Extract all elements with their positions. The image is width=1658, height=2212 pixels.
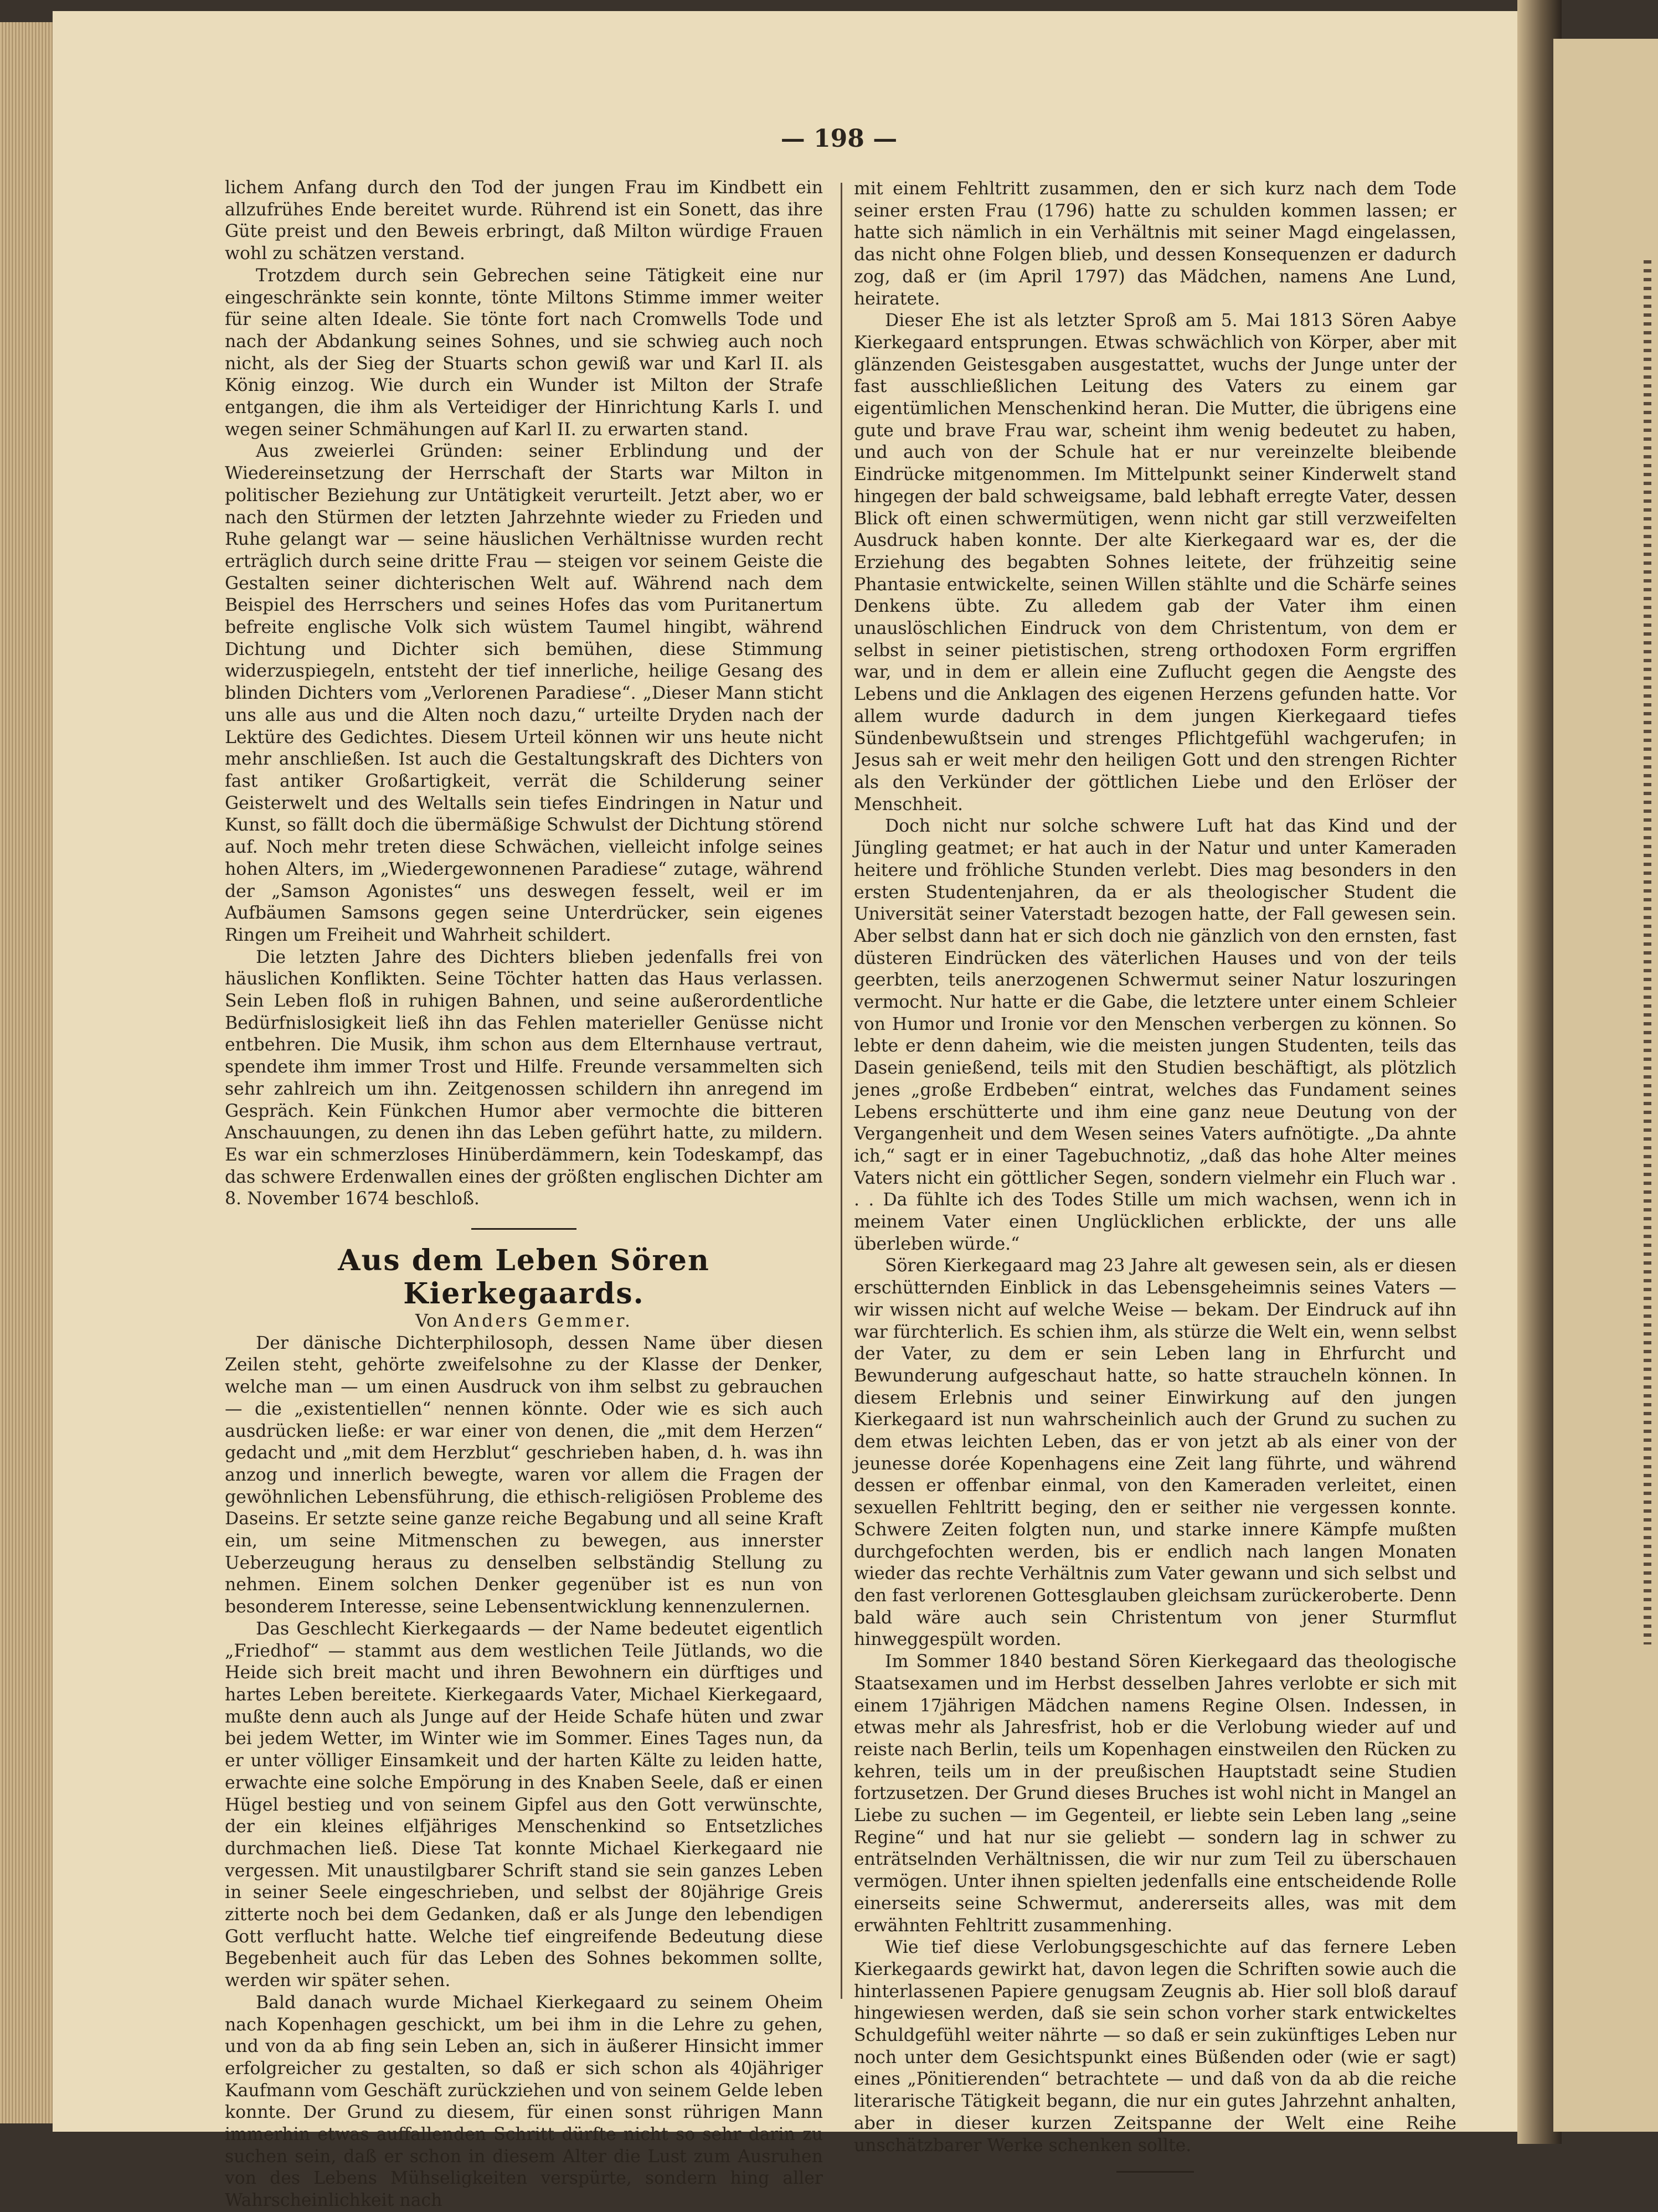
page-number: — 198 — (780, 125, 898, 153)
paragraph: Sören Kierkegaard mag 23 Jahre alt gewesen sein, als er diesen erschütternden Einblick in das Lebensgeheimnis seines Vaters — wir wissen nicht auf welche Weise — bekam. Der Eindruck auf ihn war fürchterlich. Es schien ihm, als stürze die Welt ein, wenn selbst der Vater, zu dem er sein Leben lang in Ehrfurcht und Bewunderung aufgeschaut hatte, so hatte straucheln können. In diesem Erlebnis und seiner Einwirkung auf den jungen Kierkegaard ist nun wahrscheinlich auch der Grund zu suchen zu dem etwas leichten Leben, das er von jetzt ab als einer von der jeunesse dorée Kopenhagens eine Zeit lang führte, und während dessen er offenbar einmal, von den Kameraden verleitet, einen sexuellen Fehltritt beging, den er seither nie vergessen konnte. Schwere Zeiten folgten nun, und starke innere Kämpfe mußten durchgefochten werden, bis er endlich nach langen Monaten wieder das rechte Verhältnis zum Vater gewann und sich selbst und den fast verlorenen Gottesglauben gleichsam zurückeroberte. Denn bald wäre auch sein Christentum von jener Sturmflut hinweggespült worden. (854, 1256, 1456, 1650)
right-column (854, 178, 1456, 2173)
section-divider (471, 1228, 576, 1230)
paragraph: Bald danach wurde Michael Kierkegaard zu seinem Oheim nach Kopenhagen geschickt, um bei ihm in die Lehre zu gehen, und von da ab fing sein Leben an, sich in äußerer Hinsicht immer erfolgreicher zu gestalten, so daß er sich schon als 40jähriger Kaufmann vom Geschäft zurückziehen und von seinem Gelde leben konnte. Der Grund zu diesem, für einen sonst rührigen Mann immerhin etwas auffallenden Schritt dürfte nicht so sehr darin zu suchen sein, daß er schon in diesem Alter die Lust zum Ausruhen von des Lebens Mühseligkeiten verspürte, sondern hing aller Wahrscheinlichkeit nach (225, 1992, 823, 2211)
end-rule (1116, 2171, 1194, 2173)
byline-prefix: Von (415, 1311, 449, 1332)
article-byline (225, 1311, 823, 1333)
paragraph: Im Sommer 1840 bestand Sören Kierkegaard das theologische Staatsexamen und im Herbst desselben Jahres verlobte er sich mit einem 17jährigen Mädchen namens Regine Olsen. Indessen, in etwas mehr als Jahresfrist, hob er die Verlobung wieder auf und reiste nach Berlin, teils um Kopenhagen einstweilen den Rücken zu kehren, teils um in der preußischen Hauptstadt seine Studien fortzusetzen. Der Grund dieses Bruches ist wohl nicht in Mangel an Liebe zu suchen — im Gegenteil, er liebte sein Leben lang „seine Regine“ und hat nur sie geliebt — sondern lag in schwer zu enträtselnden Verhältnissen, die wir nur zum Teil zu überschauen vermögen. Unter ihnen spielten jedenfalls eine entscheidende Rolle einerseits seine Schwermut, andererseits alles, was mit dem erwähnten Fehltritt zusammenhing. (854, 1652, 1456, 1936)
article-title: Aus dem Leben Sören Kierkegaards. (338, 1244, 710, 1311)
next-page-edge (1553, 39, 1658, 2132)
paragraph: Dieser Ehe ist als letzter Sproß am 5. Mai 1813 Sören Aabye Kierkegaard entsprungen. Etwas schwächlich von Körper, aber mit glänzenden Geistesgaben ausgestattet, wuchs der Junge unter der fast ausschließlichen Leitung des Vaters zu einem gar eigentümlichen Menschenkind heran. Die Mutter, die übrigens eine gute und brave Frau war, scheint ihm wenig bedeutet zu haben, und auch von der Schule hat er nur vereinzelte bleibende Eindrücke mitgenommen. Im Mittelpunkt seiner Kinderwelt stand hingegen der bald schweigsame, bald lebhaft erregte Vater, dessen Blick oft einen schwermütigen, wenn nicht gar still verzweifelten Ausdruck haben konnte. Der alte Kierkegaard war es, der die Erziehung des begabten Sohnes leitete, der frühzeitig seine Phantasie entwickelte, seinen Willen stählte und die Schärfe seines Denkens übte. Zu alledem gab der Vater ihm einen unauslöschlichen Eindruck von dem Christentum, von dem er selbst in seiner pietistischen, streng orthodoxen Form ergriffen war, und in dem er allein eine Zuflucht gegen die Aengste des Lebens und die Anklagen des eigenen Herzens gefunden hatte. Vor allem wurde dadurch in dem jungen Kierkegaard tiefes Sündenbewußtsein und strenges Pflichtgefühl wachgerufen; in Jesus sah er weit mehr den heiligen Gott und den strengen Richter als den Verkünder der göttlichen Liebe und den Erlöser der Menschheit. (854, 311, 1456, 814)
paragraph: lichem Anfang durch den Tod der jungen Frau im Kindbett ein allzufrühes Ende bereitet wurde. Rührend ist ein Sonett, das ihre Güte preist und den Beweis erbringt, daß Milton würdige Frauen wohl zu schätzen verstand. (225, 178, 823, 264)
paragraph: Wie tief diese Verlobungsgeschichte auf das fernere Leben Kierkegaards gewirkt hat, davon legen die Schriften sowie auch die hinterlassenen Papiere genugsam Zeugnis ab. Hier soll bloß darauf hingewiesen werden, daß sie sein schon vorher stark entwickeltes Schuldgefühl weiter nährte — so daß er sein zukünftiges Leben nur noch unter dem Gesichtspunkt eines Büßenden oder (wie er sagt) eines „Pönitierenden“ betrachtete — und daß von da ab die reiche literarische Tätigkeit begann, die nur ein gutes Jahrzehnt anhalten, aber in dieser kurzen Zeitspanne der Welt eine Reihe unschätzbarer Werke schenken sollte. (854, 1937, 1456, 2156)
left-column (225, 177, 823, 2212)
paragraph: Doch nicht nur solche schwere Luft hat das Kind und der Jüngling geatmet; er hat auch in der Natur und unter Kameraden heitere und fröhliche Stunden verlebt. Dies mag besonders in den ersten Studentenjahren, da er als theologischer Student die Universität seiner Vaterstadt bezogen hatte, der Fall gewesen sein. Aber selbst dann hat er sich doch nie gänzlich von den ernsten, fast düsteren Eindrücken des väterlichen Hauses und von der teils geerbten, teils anerzogenen Schwermut seiner Natur loszuringen vermocht. Nur hatte er die Gabe, die letztere unter einem Schleier von Humor und Ironie vor den Menschen verbergen zu können. So lebte er denn daheim, wie die meisten jungen Studenten, teils das Dasein genießend, teils mit den Studien beschäftigt, als plötzlich jenes „große Erdbeben“ eintrat, welches das Fundament seines Lebens erschütterte und ihm eine ganz neue Deutung von der Vergangenheit und dem Wesen seines Vaters aufnötigte. „Da ahnte ich,“ sagt er in einer Tagebuchnotiz, „daß das hohe Alter meines Vaters nicht ein göttlicher Segen, sondern vielmehr ein Fluch war . . . Da fühlte ich des Todes Stille um mich wachsen, wenn ich in meinem Vater einen Unglücklichen erblickte, der uns alle überleben würde.“ (854, 816, 1456, 1254)
paragraph: Der dänische Dichterphilosoph, dessen Name über diesen Zeilen steht, gehörte zweifelsohne zu der Klasse der Denker, welche man — um einen Ausdruck von ihm selbst zu gebrauchen — die „existentiellen“ nennen könnte. Oder wie es sich auch ausdrücken ließe: er war einer von denen, die „mit dem Herzen“ gedacht und „mit dem Herzblut“ geschrieben haben, d. h. was ihn anzog und innerlich bewegte, waren vor allem die Fragen der gewöhnlichen Lebensführung, die ethisch-religiösen Probleme des Daseins. Er setzte seine ganze reiche Begabung und all seine Kraft ein, um seine Mitmenschen zu bewegen, aus innerster Ueberzeugung heraus zu denselben selbständig Stellung zu nehmen. Einem solchen Denker gegenüber ist es nun von besonderem Interesse, seine Lebensentwicklung kennenzulernen. (225, 1333, 823, 1617)
paragraph: Aus zweierlei Gründen: seiner Erblindung und der Wiedereinsetzung der Herrschaft der Starts war Milton in politischer Beziehung zur Untätigkeit verurteilt. Jetzt aber, wo er nach den Stürmen der letzten Jahrzehnte wieder zu Frieden und Ruhe gelangt war — seine häuslichen Verhältnisse wurden recht erträglich durch seine dritte Frau — steigen vor seinem Geiste die Gestalten seiner dichterischen Welt auf. Während nach dem Beispiel des Herrschers und seines Hofes das vom Puritanertum befreite englische Volk sich wüstem Taumel hingibt, während Dichtung und Dichter sich bemühen, diese Stimmung widerzuspiegeln, entsteht der tief innerliche, heilige Gesang des blinden Dichters vom „Verlorenen Paradiese“. „Dieser Mann sticht uns alle aus und die Alten noch dazu,“ urteilte Dryden nach der Lektüre des Gedichtes. Diesem Urteil können wir uns heute nicht mehr anschließen. Ist auch die Gestaltungskraft des Dichters von fast antiker Großartigkeit, verrät die Schilderung seiner Geisterwelt und des Weltalls sein tiefes Eindringen in Natur und Kunst, so fällt doch die übermäßige Schwulst der Dichtung störend auf. Noch mehr treten diese Schwächen, vielleicht infolge seines hohen Alters, im „Wiedergewonnenen Paradiese“ zutage, während der „Samson Agonistes“ uns deswegen fesselt, weil er im Aufbäumen Samsons gegen seine Unterdrücker, sein eigenes Ringen um Freiheit und Wahrheit schildert. (225, 441, 823, 945)
byline-author: Anders Gemmer. (454, 1311, 632, 1332)
paragraph: Das Geschlecht Kierkegaards — der Name bedeutet eigentlich „Friedhof“ — stammt aus dem westlichen Teile Jütlands, wo die Heide sich breit macht und ihren Bewohnern ein dürftiges und hartes Leben bereitete. Kierkegaards Vater, Michael Kierkegaard, mußte denn auch als Junge auf der Heide Schafe hüten und zwar bei jedem Wetter, im Winter wie im Sommer. Eines Tages nun, da er unter völliger Einsamkeit und der harten Kälte zu leiden hatte, erwachte eine solche Empörung in des Knaben Seele, daß er einen Hügel bestieg und von seinem Gipfel aus den Gott verwünschte, der ein kleines elfjähriges Menschenkind so Entsetzliches durchmachen ließ. Diese Tat konnte Michael Kierkegaard nie vergessen. Mit unaustilgbarer Schrift stand sie sein ganzes Leben in seiner Seele eingeschrieben, und selbst der 80jährige Greis zitterte noch bei dem Gedanken, daß er als Junge den lebendigen Gott verflucht hatte. Welche tief eingreifende Bedeutung diese Begebenheit auch für das Leben des Sohnes bekommen sollte, werden wir später sehen. (225, 1618, 823, 1991)
paragraph: Die letzten Jahre des Dichters blieben jedenfalls frei von häuslichen Konflikten. Seine Töchter hatten das Haus verlassen. Sein Leben floß in ruhigen Bahnen, und seine außerordentliche Bedürfnislosigkeit ließ ihn das Fehlen materieller Genüsse nicht entbehren. Die Musik, ihm schon aus dem Elternhause vertraut, spendete ihm immer Trost und Hilfe. Freunde versammelten sich sehr zahlreich um ihn. Zeitgenossen schildern ihn anregend im Gespräch. Kein Fünkchen Humor aber vermochte die bitteren Anschauungen, zu denen ihn das Leben geführt hatte, zu mildern. Es war ein schmerzloses Hinüberdämmern, kein Todeskampf, das das schwere Erdenwallen eines der größten englischen Dichter am 8. November 1674 beschloß. (225, 947, 823, 1209)
paragraph: Trotzdem durch sein Gebrechen seine Tätigkeit eine nur eingeschränkte sein konnte, tönte Miltons Stimme immer weiter für seine alten Ideale. Sie tönte fort nach Cromwells Tode und nach der Abdankung seines Sohnes, und sie schwieg auch noch nicht, als der Sieg der Stuarts schon gewiß war und Karl II. als König einzog. Wie durch ein Wunder ist Milton der Strafe entgangen, die ihm als Verteidiger der Hinrichtung Karls I. und wegen seiner Schmähungen auf Karl II. zu erwarten stand. (225, 265, 823, 440)
paragraph: mit einem Fehltritt zusammen, den er sich kurz nach dem Tode seiner ersten Frau (1796) hatte zu schulden kommen lassen; er hatte sich nämlich in ein Verhältnis mit seiner Magd eingelassen, das nicht ohne Folgen blieb, und dessen Konsequenzen er dadurch zog, daß er (im April 1797) das Mädchen, namens Ane Lund, heiratete. (854, 179, 1456, 309)
column-divider (841, 183, 842, 1999)
